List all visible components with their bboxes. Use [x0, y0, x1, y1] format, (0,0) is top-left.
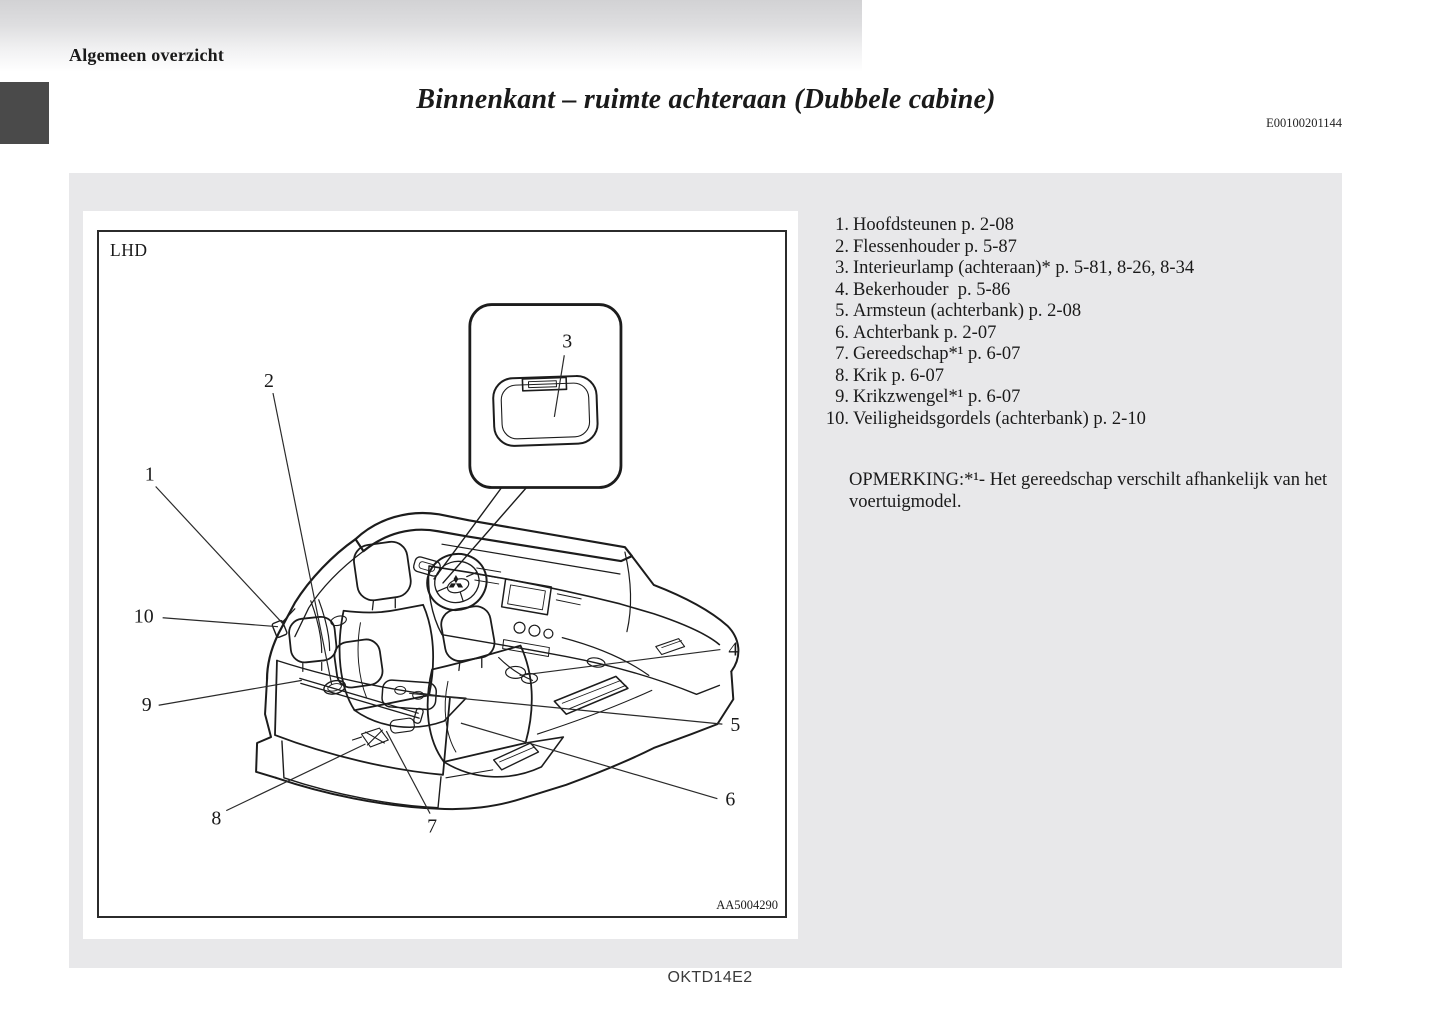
list-item-text: Veiligheidsgordels (achterbank) p. 2-10 — [853, 408, 1146, 429]
list-item — [818, 323, 1342, 345]
list-item — [818, 409, 1342, 431]
list-item-text: Armsteun (achterbank) p. 2-08 — [853, 301, 1082, 321]
list-item-text: Krikzwengel*¹ p. 6-07 — [853, 387, 1021, 407]
callout-numbers — [134, 330, 741, 837]
footer-code: OKTD14E2 — [667, 969, 753, 986]
list-item-number: 7. — [835, 344, 849, 364]
figure-mat — [83, 211, 798, 939]
callout-7: 7 — [427, 815, 438, 838]
list-item — [818, 237, 1342, 259]
list-item — [818, 301, 1342, 323]
list-item-text: Achterbank p. 2-07 — [853, 322, 997, 343]
list-item — [818, 344, 1342, 366]
list-item — [818, 387, 1342, 409]
callout-9: 9 — [141, 694, 152, 717]
list-item-text: Bekerhouder p. 5-86 — [853, 279, 1011, 300]
list-item-text: Interieurlamp (achteraan)* p. 5-81, 8-26, 8-34 — [853, 258, 1195, 278]
vehicle-interior-drawing — [99, 232, 785, 916]
figure-frame — [97, 230, 787, 918]
callout-3: 3 — [562, 330, 573, 353]
section-header: Algemeen overzicht — [69, 45, 225, 65]
callout-leaders — [156, 355, 723, 813]
list-item — [818, 280, 1342, 302]
list-item-number: 8. — [835, 365, 849, 386]
list-item-text: Hoofdsteunen p. 2-08 — [853, 215, 1014, 235]
callout-5: 5 — [730, 714, 741, 737]
list-item-number: 2. — [835, 236, 849, 257]
list-item-number: 1. — [835, 215, 849, 235]
callout-6: 6 — [725, 788, 736, 811]
figure-code: AA5004290 — [716, 898, 778, 912]
list-item-text: Gereedschap*¹ p. 6-07 — [853, 344, 1021, 364]
callout-4: 4 — [728, 638, 739, 661]
list-item-number: 10. — [825, 408, 849, 429]
orientation-label: LHD — [110, 240, 148, 260]
callout-1: 1 — [144, 463, 155, 486]
list-item-text: Krik p. 6-07 — [853, 365, 944, 386]
list-item-number: 4. — [835, 279, 849, 300]
rear-bench — [275, 615, 450, 807]
list-item-number: 9. — [835, 387, 849, 407]
callout-10: 10 — [133, 605, 154, 628]
reference-code: E00100201144 — [1266, 116, 1342, 130]
list-item-number: 5. — [835, 301, 849, 321]
callout-8: 8 — [211, 807, 222, 830]
note-line-1: OPMERKING:*¹- Het gereedschap verschilt afhankelijk van het — [849, 470, 1328, 490]
list-item — [818, 258, 1342, 280]
front-seats — [340, 540, 564, 777]
mitsubishi-logo-icon — [449, 575, 463, 588]
center-console-cupholder — [499, 658, 538, 684]
list-item — [818, 215, 1342, 237]
callout-2: 2 — [264, 370, 274, 393]
list-item — [818, 366, 1342, 388]
page-title: Binnenkant – ruimte achteraan (Dubbele cabine) — [416, 84, 996, 115]
list-item-text: Flessenhouder p. 5-87 — [853, 236, 1017, 257]
list-item-number: 6. — [835, 322, 849, 343]
note-line-2: voertuigmodel. — [849, 492, 962, 512]
jack — [353, 728, 389, 747]
parts-list — [818, 215, 1342, 430]
note-block — [849, 469, 1341, 513]
list-item-number: 3. — [835, 258, 849, 278]
